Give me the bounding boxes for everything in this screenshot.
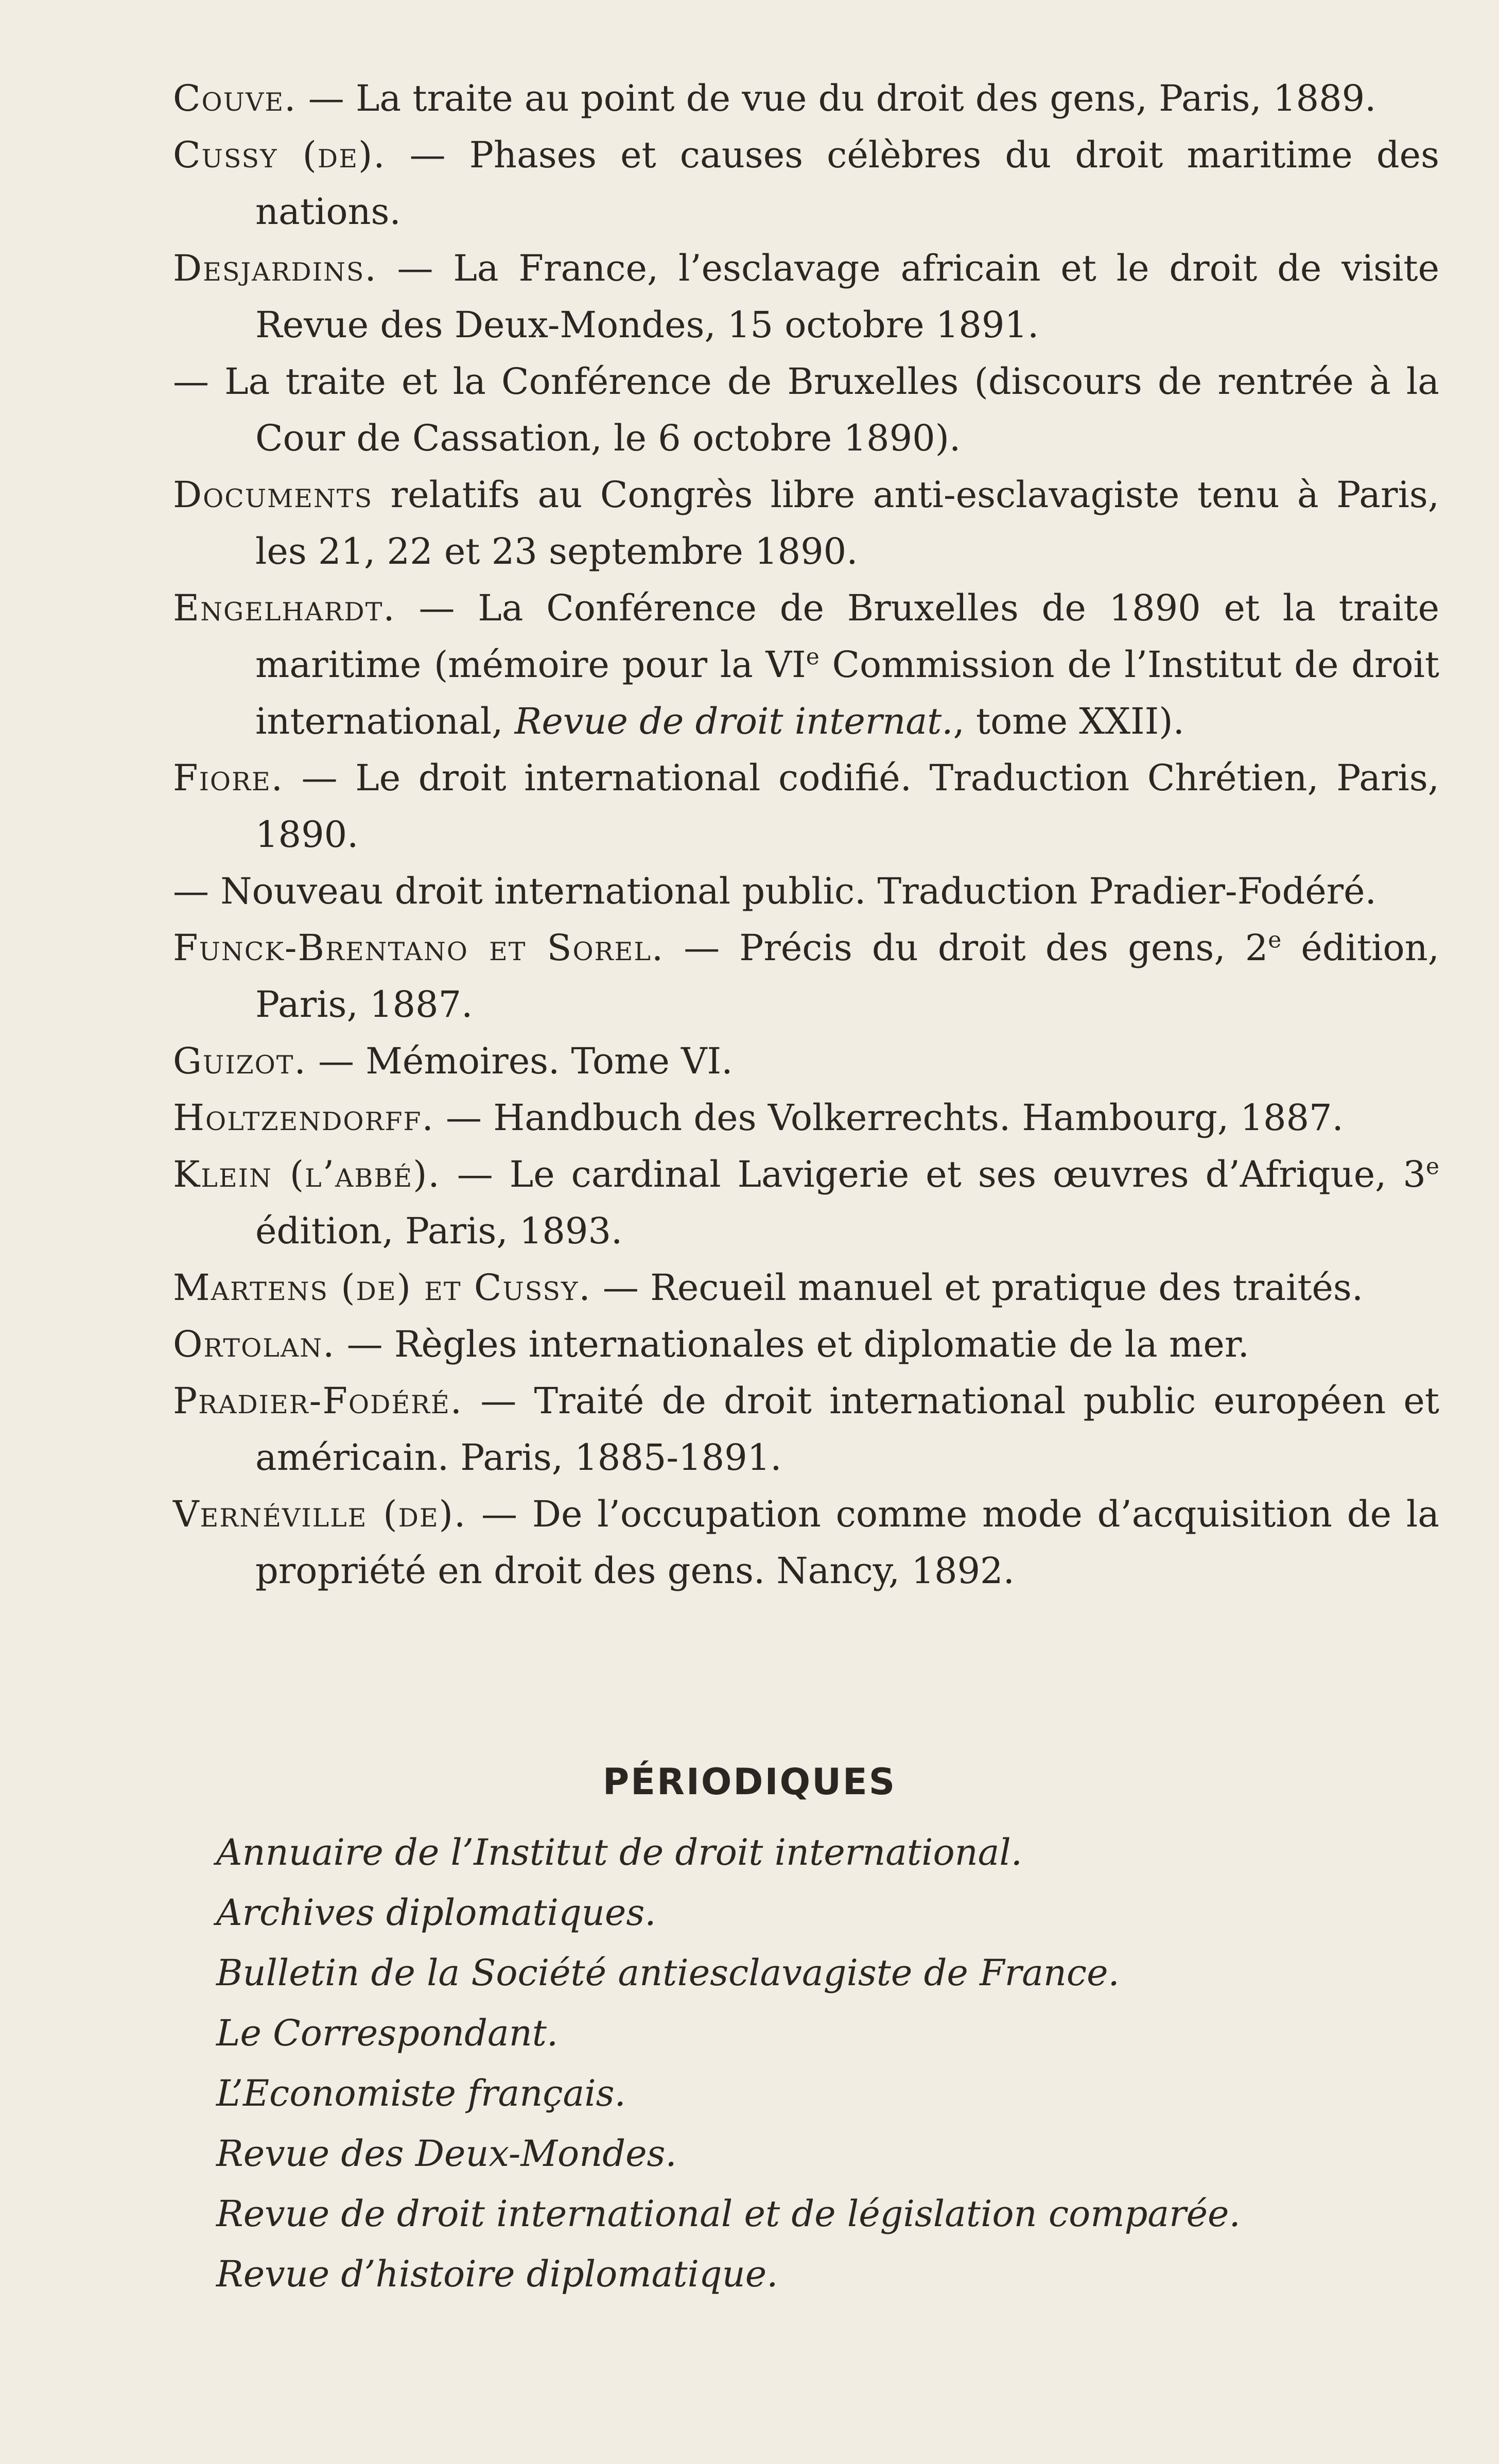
entry-author: Ortolan. xyxy=(173,1323,336,1365)
entry-text: — Nouveau droit international public. Traduction Pradier-Fodéré. xyxy=(173,870,1376,912)
entry-author: Couve. xyxy=(173,77,297,119)
periodical-item: L’Economiste français. xyxy=(216,2072,626,2114)
periodical-item: Archives diplomatiques. xyxy=(216,1892,656,1934)
bibliography-entry xyxy=(173,580,1439,750)
entry-author: Desjardins. xyxy=(173,247,377,289)
bibliography-entry xyxy=(173,863,1439,919)
bibliography-entry xyxy=(173,1373,1439,1486)
entry-author: Fiore. xyxy=(173,757,284,799)
bibliography-entry xyxy=(173,353,1439,466)
periodical-item: Annuaire de l’Institut de droit international. xyxy=(216,1831,1023,1873)
entry-author: Klein (l’abbé). xyxy=(173,1153,441,1195)
entry-text: La traite et la Conférence de Bruxelles (discours de rentrée à la Cour de Cassation, le 6 octobre 1890). xyxy=(209,360,1439,459)
bibliography-entry xyxy=(173,750,1439,863)
entry-text: — Règles internationales et diplomatie de la mer. xyxy=(335,1323,1249,1365)
entry-author: Holtzendorff. xyxy=(173,1097,434,1139)
entry-author: Cussy (de). xyxy=(173,134,386,176)
entry-author: Funck-Brentano et Sorel. xyxy=(173,927,665,969)
bibliography-entry xyxy=(173,1316,1439,1373)
bibliography-entry xyxy=(173,1033,1439,1089)
bibliography-list xyxy=(173,70,1439,1599)
entry-text: — Recueil manuel et pratique des traités. xyxy=(591,1266,1364,1309)
entry-text: — Le droit international codifié. Traduction Chrétien, Paris, 1890. xyxy=(255,757,1439,856)
bibliography-entry xyxy=(173,240,1439,353)
entry-text: — La France, l’esclavage africain et le droit de visite Revue des Deux-Mondes, 15 octobre 1891. xyxy=(255,247,1439,346)
periodical-item: Le Correspondant. xyxy=(216,2012,559,2054)
entry-text: — Phases et causes célèbres du droit maritime des nations. xyxy=(255,134,1439,233)
entry-author: Pradier-Fodéré. xyxy=(173,1380,463,1422)
entry-text: édition, Paris, 1893. xyxy=(255,1210,623,1252)
superscript: e xyxy=(1425,1153,1439,1180)
section-heading: PÉRIODIQUES xyxy=(602,1761,897,1803)
entry-author: Engelhardt. xyxy=(173,587,396,629)
entry-text: — La Conférence de Bruxelles de 1890 et la traite maritime (mémoire pour la VI xyxy=(255,587,1439,686)
entry-text: Commission de l’Institut de droit international, xyxy=(255,644,1440,742)
periodical-item: Revue des Deux-Mondes. xyxy=(216,2132,677,2175)
entry-text: édition, Paris, 1887. xyxy=(255,927,1439,1026)
entry-text: — La traite au point de vue du droit des gens, Paris, 1889. xyxy=(297,77,1376,119)
bibliography-entry xyxy=(173,70,1439,127)
bibliography-entry xyxy=(173,1486,1439,1599)
periodical-item: Revue de droit international et de législation comparée. xyxy=(216,2193,1241,2235)
entry-text: — Le cardinal Lavigerie et ses œuvres d’Afrique, 3 xyxy=(440,1153,1426,1195)
entry-dash: — xyxy=(173,360,209,403)
periodicals-list xyxy=(216,1823,1400,2304)
periodical-item: Bulletin de la Société antiesclavagiste de France. xyxy=(216,1952,1120,1994)
entry-italic-title: Revue de droit internat. xyxy=(514,700,953,742)
bibliography-entry xyxy=(173,919,1439,1033)
entry-text: — Traité de droit international public européen et américain. Paris, 1885-1891. xyxy=(255,1380,1439,1479)
bibliography-entry xyxy=(173,1089,1439,1146)
periodical-item: Revue d’histoire diplomatique. xyxy=(216,2253,778,2295)
bibliography-entry xyxy=(173,1259,1439,1316)
entry-author: Guizot. xyxy=(173,1040,307,1082)
bibliography-entry xyxy=(173,1146,1439,1259)
entry-author: Martens (de) et Cussy. xyxy=(173,1266,591,1309)
entry-text: — Précis du droit des gens, 2 xyxy=(664,927,1268,969)
superscript: e xyxy=(1268,927,1282,953)
entry-text: — De l’occupation comme mode d’acquisition de la propriété en droit des gens. Nancy, 1892. xyxy=(255,1493,1440,1592)
bibliography-entry xyxy=(173,127,1439,240)
entry-text: — Mémoires. Tome VI. xyxy=(306,1040,733,1082)
entry-text: — Handbuch des Volkerrechts. Hambourg, 1887. xyxy=(434,1097,1344,1139)
superscript: e xyxy=(806,644,820,670)
entry-text: relatifs au Congrès libre anti-esclavagiste tenu à Paris, les 21, 22 et 23 septembre 1890. xyxy=(255,474,1439,572)
entry-text: , tome XXII). xyxy=(953,700,1184,742)
bibliography-entry xyxy=(173,466,1439,580)
entry-author: Documents xyxy=(173,474,373,516)
entry-author: Vernéville (de). xyxy=(173,1493,467,1535)
